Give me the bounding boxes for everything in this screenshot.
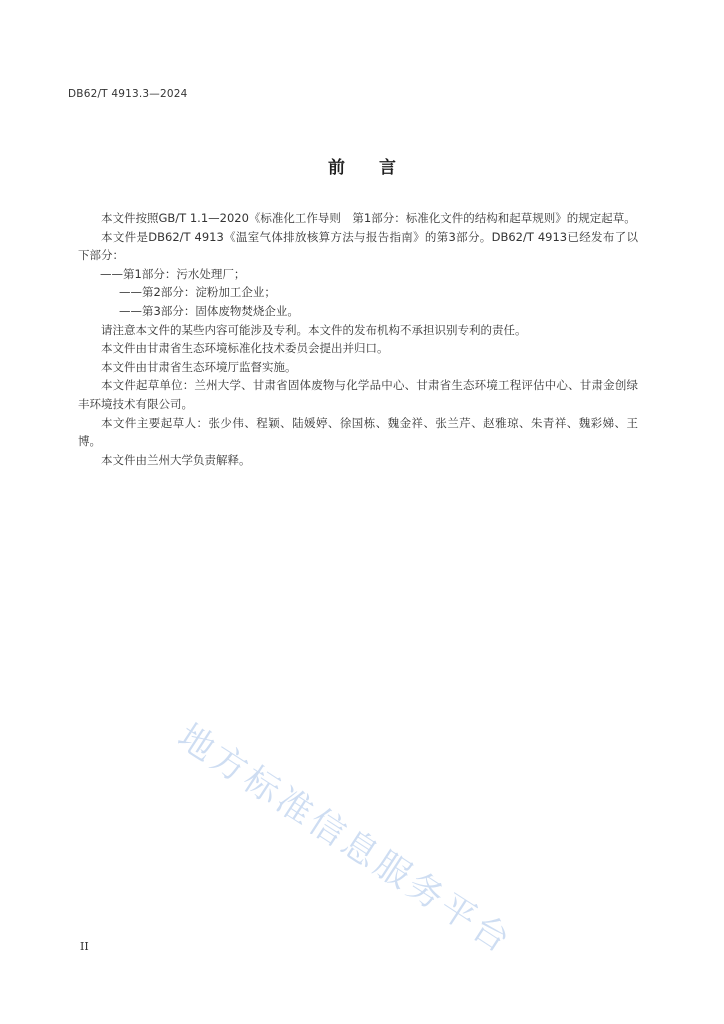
document-code: DB62/T 4913.3—2024 xyxy=(68,88,188,100)
paragraph-supervisor: 本文件由甘肃省生态环境厅监督实施。 xyxy=(101,359,297,374)
paragraph-drafting-rules: 本文件按照GB/T 1.1—2020《标准化工作导则 第1部分：标准化文件的结构和起草规则》的规定起草。 xyxy=(101,211,636,225)
list-item-part-3: ——第3部分：固体废物焚烧企业。 xyxy=(119,303,299,318)
foreword-body xyxy=(78,209,638,469)
paragraph-series-intro: 本文件是DB62/T 4913《温室气体排放核算方法与报告指南》的第3部分。DB62/T 4913已经发布了以下部分： xyxy=(78,229,638,263)
list-item-part-1: ——第1部分：污水处理厂； xyxy=(100,266,246,281)
page-number: II xyxy=(80,940,89,953)
page-title: 前言 xyxy=(328,158,430,178)
watermark-text: 地方标准信息服务平台 xyxy=(170,716,520,963)
paragraph-drafters: 本文件主要起草人：张少伟、程颖、陆媛婷、徐国栋、魏金祥、张兰芹、赵雅琼、朱青祥、魏彩娣、王博。 xyxy=(78,415,638,449)
paragraph-drafting-units: 本文件起草单位：兰州大学、甘肃省固体废物与化学品中心、甘肃省生态环境工程评估中心、甘肃金创绿丰环境技术有限公司。 xyxy=(78,378,638,411)
paragraph-patent-notice: 请注意本文件的某些内容可能涉及专利。本文件的发布机构不承担识别专利的责任。 xyxy=(101,322,527,337)
paragraph-interpretation: 本文件由兰州大学负责解释。 xyxy=(101,452,251,467)
paragraph-proposer: 本文件由甘肃省生态环境标准化技术委员会提出并归口。 xyxy=(101,341,389,356)
list-item-part-2: ——第2部分：淀粉加工企业； xyxy=(119,285,276,300)
